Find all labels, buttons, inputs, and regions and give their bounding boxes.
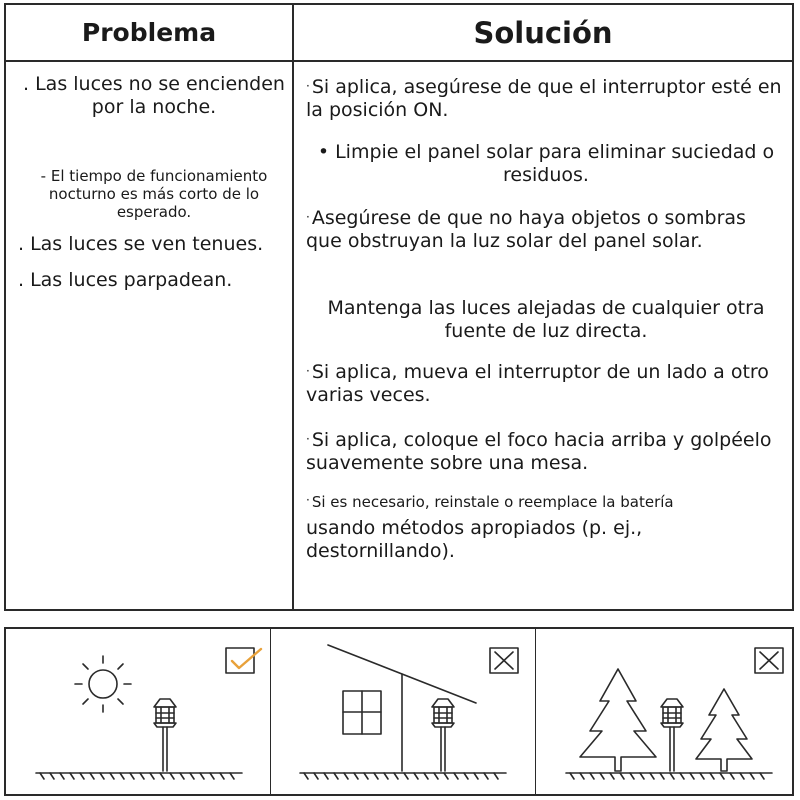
x-mark-icon xyxy=(755,648,783,673)
ground-line xyxy=(36,773,242,779)
checkmark-icon xyxy=(226,648,261,673)
tree-icon xyxy=(580,669,656,771)
problem-item: . Las luces se ven tenues. xyxy=(18,233,264,255)
problem-item: - El tiempo de funcionamiento nocturno es más corto de lo esperado. xyxy=(40,167,268,221)
panel-under-trees xyxy=(566,669,772,779)
tree-icon xyxy=(696,689,752,771)
problem-item: . Las luces no se encienden por la noche. xyxy=(23,73,285,118)
solution-item: • Limpie el panel solar para eliminar suciedad o residuos. xyxy=(317,141,775,186)
solution-item: · Si aplica, mueva el interruptor de un lado a otro varias veces. xyxy=(306,361,769,406)
solution-header: Solución xyxy=(473,15,613,50)
solar-lamp-icon xyxy=(432,699,454,771)
panel-sun-open-sky xyxy=(36,656,242,779)
ground-line xyxy=(300,773,506,779)
solution-item: Mantenga las luces alejadas de cualquier otra fuente de luz directa. xyxy=(327,297,765,342)
solar-lamp-icon xyxy=(154,699,176,771)
placement-guide xyxy=(4,627,794,796)
panel-under-roof xyxy=(300,645,506,779)
solution-item: usando métodos apropiados (p. ej., destornillando). xyxy=(306,517,643,562)
sun-icon xyxy=(75,656,131,712)
solution-item: · Si aplica, asegúrese de que el interruptor esté en la posición ON. xyxy=(306,76,782,121)
solution-item: · Si aplica, coloque el foco hacia arriba y golpéelo suavemente sobre una mesa. xyxy=(306,429,772,474)
solar-lamp-icon xyxy=(661,699,683,771)
solution-item: · Asegúrese de que no haya objetos o sombras que obstruyan la luz solar del panel solar. xyxy=(306,207,746,252)
problem-item: . Las luces parpadean. xyxy=(18,269,233,291)
x-mark-icon xyxy=(490,648,518,673)
placement-illustrations xyxy=(6,629,792,794)
problem-header: Problema xyxy=(81,18,217,47)
troubleshooting-table xyxy=(4,3,794,611)
roof-icon xyxy=(328,645,476,771)
column-divider xyxy=(292,5,294,609)
ground-line xyxy=(566,773,772,779)
solution-item: · Si es necesario, reinstale o reemplace la batería xyxy=(306,493,674,511)
window-icon xyxy=(343,691,381,734)
